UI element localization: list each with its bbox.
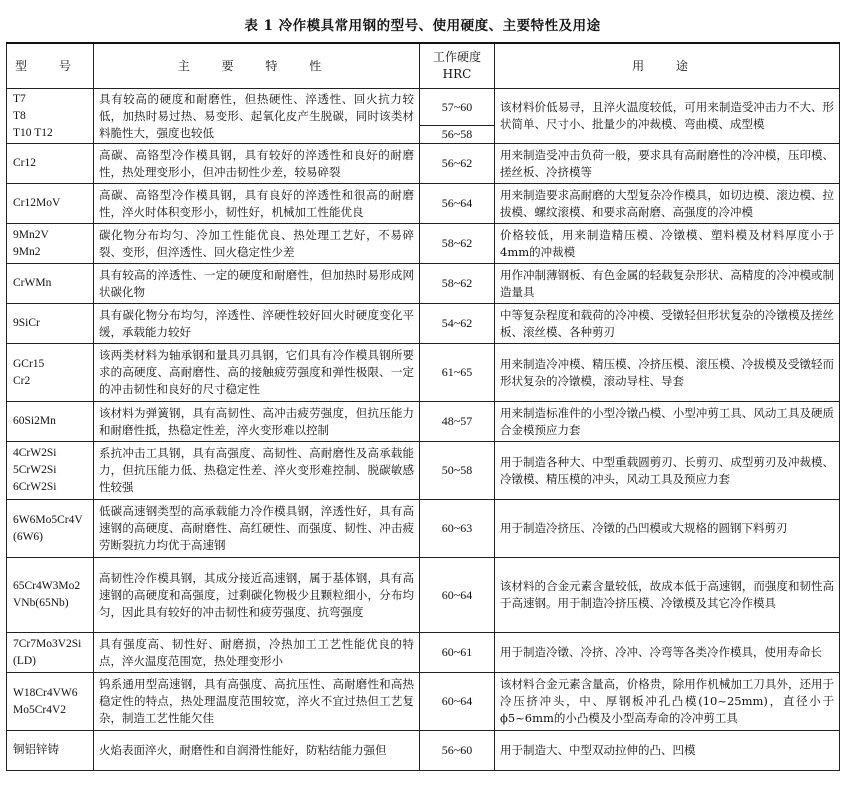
cell-features: 系抗冲击工具钢，具有高强度、高韧性、高耐磨性及高承载能力，但抗压能力低、热稳定性差、淬火变形难控制、脱碳敏感性较强 (94, 442, 420, 500)
cell-hrc (420, 89, 495, 144)
cell-model (7, 500, 94, 558)
cell-model (7, 673, 94, 731)
cell-features: 碳化物分布均匀、冷加工性能优良、热处理工艺好，不易碎裂、变形，但淬透性、回火稳定性少差 (94, 224, 420, 264)
cell-usage: 用来制造要求高耐磨的大型复杂冷作模具，如切边模、滚边模、拉拔模、螺纹滚模、和要求高耐磨、高强度的冷冲模 (495, 184, 840, 224)
cell-features: 高碳、高铬型冷作模具钢，具有较好的淬透性和良好的耐磨性，热处理变形小，但冲击韧性少差，较易碎裂 (94, 144, 420, 184)
table-row (7, 264, 840, 304)
cell-features: 具有较高的淬透性、一定的硬度和耐磨性，但加热时易形成网状碳化物 (94, 264, 420, 304)
cell-features: 具有碳化物分布均匀，淬透性、淬硬性较好回火时硬度变化平缓，承载能力较好 (94, 304, 420, 344)
header-hrc (420, 43, 495, 89)
hrc-value: 56~58 (441, 126, 473, 141)
cell-hrc: 54~62 (420, 304, 495, 344)
table-row (7, 144, 840, 184)
cell-model (7, 442, 94, 500)
model-line: GCr15 (13, 357, 45, 370)
model-line: 60Si2Mn (13, 415, 56, 427)
table-row (7, 633, 840, 673)
model-line: 铜铝锌铸 (13, 744, 59, 756)
table-row (7, 673, 840, 731)
steel-table (6, 42, 840, 771)
cell-model (7, 89, 94, 144)
cell-hrc: 56~62 (420, 144, 495, 184)
table-caption: 表 1 冷作模具常用钢的型号、使用硬度、主要特性及用途 (244, 18, 601, 34)
table-row (7, 89, 840, 144)
table-row (7, 344, 840, 402)
cell-model (7, 264, 94, 304)
model-line: 7Cr7Mo3V2Si (13, 637, 82, 650)
cell-model (7, 184, 94, 224)
hrc-value: 57~60 (420, 90, 494, 126)
model-line: T10 T12 (13, 126, 53, 139)
table-header-row (7, 43, 840, 89)
table-row (7, 224, 840, 264)
cell-features: 该材料为弹簧钢，具有高韧性、高冲击疲劳强度，但抗压能力和耐磨性抵，热稳定性差，淬火变形难以控制 (94, 402, 420, 442)
header-hrc-line1: 工作硬度 (432, 50, 481, 64)
cell-features: 高碳、高铬型冷作模具钢，具有良好的淬透性和很高的耐磨性，淬火时体积变形小，韧性好，机械加工性能优良 (94, 184, 420, 224)
cell-hrc: 60~63 (420, 500, 495, 558)
cell-model (7, 144, 94, 184)
header-hrc-line2: HRC (442, 67, 472, 81)
model-line: Cr2 (13, 374, 31, 387)
table-row (7, 304, 840, 344)
model-line: VNb(65Nb) (13, 597, 69, 609)
cell-model (7, 402, 94, 442)
cell-hrc: 60~61 (420, 633, 495, 673)
cell-model (7, 558, 94, 633)
model-line: 9Mn2 (13, 245, 41, 258)
cell-usage: 用于制造大、中型双动拉伸的凸、凹模 (495, 731, 840, 771)
table-row (7, 500, 840, 558)
cell-model (7, 344, 94, 402)
header-model: 型 号 (7, 43, 94, 89)
cell-usage: 用来制造冷冲模、精压模、冷挤压模、滚压模、冷拔模及受镦轻而形状复杂的冷镦模，滚动导柱、导套 (495, 344, 840, 402)
model-line: (6W6) (13, 530, 44, 543)
table-row (7, 184, 840, 224)
cell-model (7, 304, 94, 344)
cell-features: 具有较高的硬度和耐磨性，但热硬性、淬透性、回火抗力较低，加热时易过热、易变形、起氧化皮产生脱碳，同时该类材料脆性大，强度也较低 (94, 89, 420, 144)
cell-usage: 该材料的合金元素含量较低，故成本低于高速钢，而强度和韧性高于高速钢。用于制造冷挤压模、冷镦模及其它冷作模具 (495, 558, 840, 633)
cell-model (7, 224, 94, 264)
table-row (7, 731, 840, 771)
model-line: T7 (13, 92, 26, 105)
cell-usage: 用于制造冷挤压、冷镦的凸凹模或大规格的圆钢下料剪刃 (495, 500, 840, 558)
cell-usage: 用来制造标准件的小型冷镦凸模、小型冲剪工具、风动工具及硬质合金模预应力套 (495, 402, 840, 442)
model-line: Mo5Cr4V2 (13, 703, 67, 716)
cell-features: 该两类材料为轴承钢和量具刃具钢，它们具有冷作模具钢所要求的高硬度、高耐磨性、高的接触疲劳强度和弹性极限、一定的冲击韧性和良好的尺寸稳定性 (94, 344, 420, 402)
header-usage: 用 途 (495, 43, 840, 89)
model-line: Cr12MoV (13, 197, 61, 209)
cell-model (7, 633, 94, 673)
cell-features: 钨系通用型高速钢，具有高强度、高抗压性、高耐磨性和高热稳定性的特点，热处理温度范围较宽，淬火不宜过热但工艺复杂，制造工艺性能欠佳 (94, 673, 420, 731)
cell-hrc: 60~64 (420, 673, 495, 731)
cell-usage: 该材料合金元素含量高，价格贵，除用作机械加工刀具外，还用于冷压挤冲头，中、厚钢板冲孔凸模(10~25mm)，直径小于ϕ5~6mm的小凸模及小型高寿命的冷冲剪工具 (495, 673, 840, 731)
model-line: 9Mn2V (13, 228, 49, 241)
cell-hrc: 56~60 (420, 731, 495, 771)
cell-usage: 用于制造冷镦、冷挤、冷冲、冷弯等各类冷作模具，使用寿命长 (495, 633, 840, 673)
model-line: 6CrW2Si (13, 481, 57, 493)
cell-hrc: 58~62 (420, 224, 495, 264)
cell-model (7, 731, 94, 771)
model-line: Cr12 (13, 157, 36, 169)
table-row (7, 558, 840, 633)
header-features: 主 要 特 性 (94, 43, 420, 89)
cell-hrc: 48~57 (420, 402, 495, 442)
cell-hrc: 61~65 (420, 344, 495, 402)
cell-features: 火焰表面淬火，耐磨性和自润滑性能好，防粘结能力强但 (94, 731, 420, 771)
cell-hrc: 58~62 (420, 264, 495, 304)
cell-features: 高韧性冷作模具钢，其成分接近高速钢，属于基体钢，具有高速钢的高硬度和高强度，过剩碳化物极少且颗粒细小，分布均匀，因此具有较好的冲击韧性和疲劳强度、抗弯强度 (94, 558, 420, 633)
model-line: 6W6Mo5Cr4V (13, 513, 83, 526)
cell-features: 具有强度高、韧性好、耐磨损，冷热加工工艺性能优良的特点，淬火温度范围宽，热处理变形小 (94, 633, 420, 673)
cell-hrc: 50~58 (420, 442, 495, 500)
model-line: 9SiCr (13, 317, 40, 329)
cell-hrc: 56~64 (420, 184, 495, 224)
model-line: (LD) (13, 654, 36, 667)
cell-usage: 用作冲制薄钢板、有色金属的轻载复杂形状、高精度的冷冲模或制造量具 (495, 264, 840, 304)
model-line: 5CrW2Si (13, 464, 57, 476)
cell-usage: 中等复杂程度和载荷的冷冲模、受镦轻但形状复杂的冷镦模及搓丝板、滚丝模、各种剪刃 (495, 304, 840, 344)
model-line: 65Cr4W3Mo2 (13, 580, 81, 592)
cell-features: 低碳高速钢类型的高承载能力冷作模具钢，淬透性好，具有高速钢的高硬度、高耐磨性、高红硬性、而强度、韧性、冲击疲劳断裂抗力均优于高速钢 (94, 500, 420, 558)
model-line: CrWMn (13, 277, 52, 289)
cell-usage: 价格较低，用来制造精压模、冷镦模、塑料模及材料厚度小于4mm的冲裁模 (495, 224, 840, 264)
table-row (7, 442, 840, 500)
cell-usage: 用于制造各种大、中型重载圆剪刃、长剪刃、成型剪刃及冲裁模、冷镦模、精压模的冲头，风动工具及预应力套 (495, 442, 840, 500)
cell-usage: 用来制造受冲击负荷一般，要求具有高耐磨性的冷冲模，压印模、搓丝板、冷挤模等 (495, 144, 840, 184)
cell-usage: 该材料价低易寻，且淬火温度较低，可用来制造受冲击力不大、形状简单、尺寸小、批量少的冲裁模、弯曲模、成型模 (495, 89, 840, 144)
model-line: 4CrW2Si (13, 447, 57, 459)
model-line: T8 (13, 109, 26, 122)
model-line: W18Cr4VW6 (13, 686, 78, 699)
table-row (7, 402, 840, 442)
cell-hrc: 60~64 (420, 558, 495, 633)
